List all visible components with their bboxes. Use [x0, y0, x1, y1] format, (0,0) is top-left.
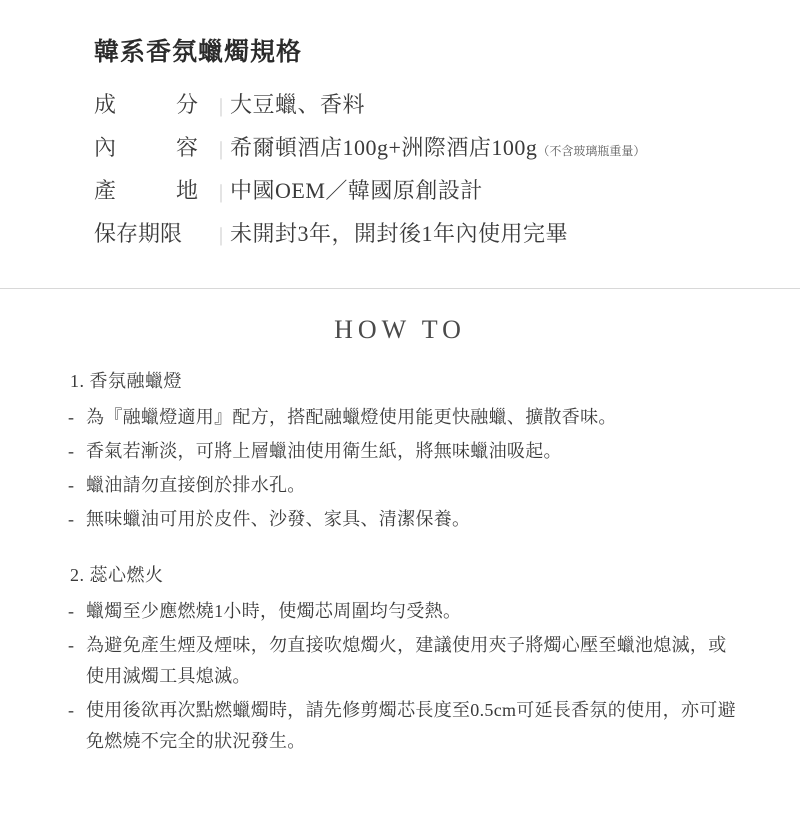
spec-value: [230, 211, 645, 254]
howto-subsection-heading: 1. 香氛融蠟燈: [70, 371, 182, 391]
spec-separator: |: [218, 95, 223, 117]
spec-value-text: 未開封3年，開封後1年內使用完畢: [230, 221, 569, 246]
spec-value-text: 大豆蠟、香料: [230, 92, 366, 117]
spec-value-text: 希爾頓酒店100g+洲際酒店100g: [230, 135, 538, 160]
howto-list-item: [68, 470, 736, 501]
howto-subsection-heading: 2. 蕊心燃火: [70, 564, 164, 585]
howto-item-text: 蠟燭至少應燃燒1小時，使燭芯周圍均勻受熱。: [86, 600, 462, 621]
bullet-dash: -: [68, 600, 75, 621]
howto-list-item: [68, 436, 736, 467]
spec-label: 產地: [94, 178, 198, 203]
spec-separator: |: [218, 138, 223, 160]
howto-list-item: [68, 630, 736, 692]
howto-subsection: [68, 367, 736, 535]
spec-value: [230, 168, 645, 211]
spec-label: 內容: [94, 135, 198, 160]
howto-list-item: [68, 504, 736, 535]
howto-item-text: 蠟油請勿直接倒於排水孔。: [86, 474, 306, 495]
specification-section: [0, 0, 800, 254]
spec-label: 保存期限: [94, 221, 183, 246]
bullet-dash: -: [68, 634, 75, 655]
howto-list-item: [68, 596, 736, 627]
spec-value: [230, 125, 645, 168]
howto-list-item: [68, 695, 736, 757]
howto-list-item: [68, 402, 736, 433]
howto-item-text: 使用後欲再次點燃蠟燭時，請先修剪燭芯長度至0.5cm可延長香氛的使用，亦可避免燃燒不完全的狀況發生。: [86, 699, 736, 751]
bullet-dash: -: [68, 407, 75, 427]
spec-title: 韓系香氛蠟燭規格: [94, 39, 303, 66]
spec-row: [94, 211, 645, 254]
spec-table: [94, 82, 645, 254]
howto-subsection: [68, 561, 736, 757]
bullet-dash: -: [68, 440, 75, 461]
spec-row: [94, 168, 645, 211]
bullet-dash: -: [68, 699, 75, 720]
spec-row: [94, 82, 645, 125]
howto-item-text: 香氣若漸淡，可將上層蠟油使用衛生紙，將無味蠟油吸起。: [86, 440, 562, 461]
spec-label: 成分: [94, 92, 198, 117]
howto-section: [0, 289, 800, 757]
howto-item-text: 為避免產生煙及煙味，勿直接吹熄燭火，建議使用夾子將燭心壓至蠟池熄滅，或使用滅燭工具熄滅。: [86, 634, 727, 686]
spec-row: [94, 125, 645, 168]
howto-body: [68, 367, 736, 757]
spec-value-text: 中國OEM／韓國原創設計: [230, 178, 483, 203]
spec-value-note: （不含玻璃瓶重量）: [537, 144, 646, 158]
howto-item-text: 為『融蠟燈適用』配方，搭配融蠟燈使用能更快融蠟、擴散香味。: [86, 407, 617, 427]
bullet-dash: -: [68, 474, 75, 495]
spec-value: [230, 82, 645, 125]
spec-separator: |: [218, 224, 223, 246]
bullet-dash: -: [68, 508, 75, 529]
spec-separator: |: [218, 181, 223, 203]
howto-title: HOW TO: [334, 315, 466, 344]
howto-item-text: 無味蠟油可用於皮件、沙發、家具、清潔保養。: [86, 508, 471, 529]
